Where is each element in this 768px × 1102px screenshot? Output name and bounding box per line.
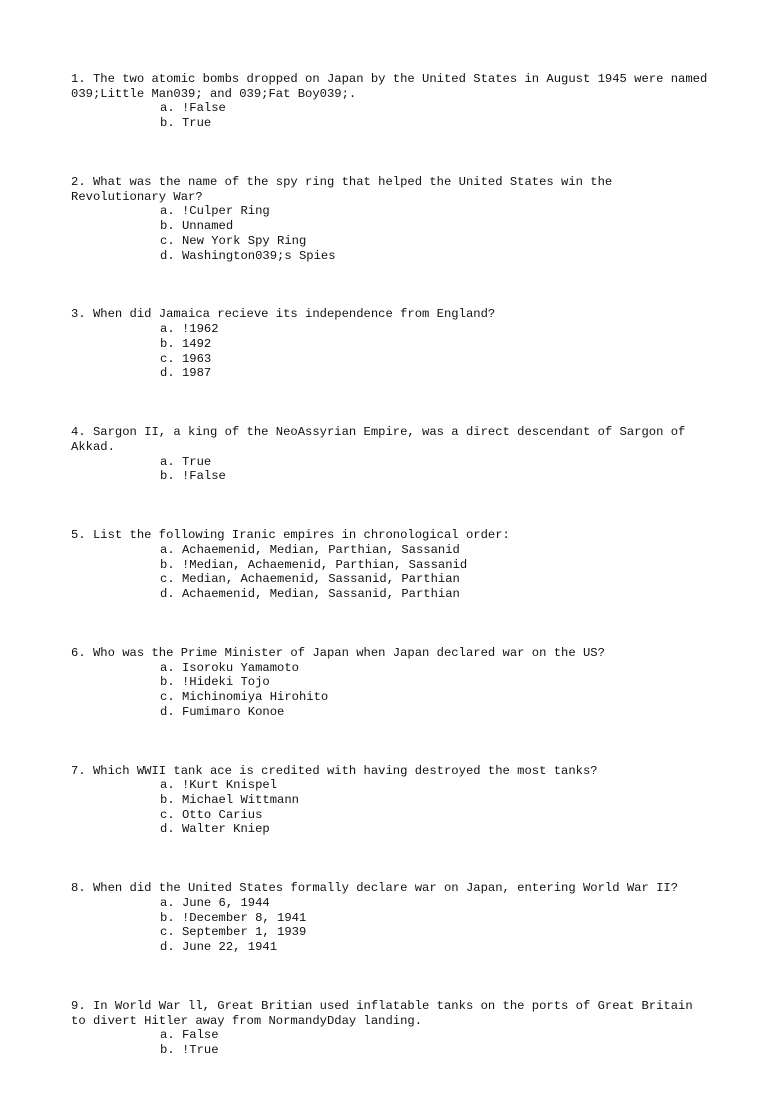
question-7: [71, 764, 711, 838]
answer-option: d. Washington039;s Spies: [160, 248, 336, 263]
answer-option: a. True: [160, 454, 212, 469]
answer-option: c. New York Spy Ring: [160, 233, 307, 248]
question-9: [71, 999, 711, 1058]
question-text: 9. In World War ll, Great Britian used inflatable tanks on the ports of Great Britain to divert Hitler away from NormandyDday landing.: [71, 998, 700, 1028]
answer-option: a. Isoroku Yamamoto: [160, 660, 299, 675]
question-text: 4. Sargon II, a king of the NeoAssyrian Empire, was a direct descendant of Sargon of Akkad.: [71, 425, 693, 454]
answer-option: c. Otto Carius: [160, 807, 263, 822]
question-text: 7. Which WWII tank ace is credited with having destroyed the most tanks?: [71, 763, 598, 778]
question-6: [71, 646, 711, 720]
answer-options: [71, 543, 711, 602]
answer-option: a. False: [160, 1028, 219, 1043]
answer-options: [71, 455, 711, 484]
question-2: [71, 175, 711, 263]
answer-option: d. Achaemenid, Median, Sassanid, Parthian: [160, 586, 460, 601]
answer-option: d. 1987: [160, 366, 212, 381]
answer-options: [71, 322, 711, 381]
answer-options: [71, 661, 711, 720]
question-8: [71, 881, 711, 955]
answer-option: d. Walter Kniep: [160, 822, 270, 837]
question-text: 5. List the following Iranic empires in chronological order:: [71, 528, 510, 543]
answer-option: b. !False: [160, 469, 226, 484]
question-text: 8. When did the United States formally declare war on Japan, entering World War II?: [71, 881, 679, 896]
answer-options: [71, 101, 711, 130]
answer-option: c. Median, Achaemenid, Sassanid, Parthian: [160, 572, 460, 587]
question-text: 2. What was the name of the spy ring that helped the United States win the Revolutionary War?: [71, 175, 620, 204]
answer-option: b. 1492: [160, 336, 212, 351]
answer-option: d. Fumimaro Konoe: [160, 704, 285, 719]
answer-option: c. Michinomiya Hirohito: [160, 689, 329, 704]
question-text: 3. When did Jamaica recieve its independence from England?: [71, 307, 496, 322]
answer-option: c. 1963: [160, 351, 212, 366]
question-4: [71, 425, 711, 484]
answer-option: b. !Hideki Tojo: [160, 675, 270, 690]
question-text: 6. Who was the Prime Minister of Japan when Japan declared war on the US?: [71, 645, 605, 660]
answer-option: a. !Kurt Knispel: [160, 778, 278, 793]
answer-option: b. Unnamed: [160, 219, 234, 234]
answer-option: b. !Median, Achaemenid, Parthian, Sassanid: [160, 557, 468, 572]
quiz-document: [71, 72, 715, 1102]
answer-option: a. !Culper Ring: [160, 204, 270, 219]
question-text: 1. The two atomic bombs dropped on Japan by the United States in August 1945 were named 039;Little Man039; and 039;Fat Boy039;.: [71, 72, 715, 101]
answer-option: b. Michael Wittmann: [160, 792, 299, 807]
answer-options: [71, 778, 711, 837]
answer-option: c. September 1, 1939: [160, 925, 307, 940]
answer-options: [71, 1028, 711, 1057]
answer-option: d. June 22, 1941: [160, 940, 278, 955]
question-1: [71, 72, 715, 131]
answer-option: b. !December 8, 1941: [160, 910, 307, 925]
answer-option: a. Achaemenid, Median, Parthian, Sassanid: [160, 542, 460, 557]
answer-option: a. !1962: [160, 322, 219, 337]
answer-option: a. June 6, 1944: [160, 895, 270, 910]
answer-options: [71, 896, 711, 955]
question-5: [71, 528, 711, 602]
answer-option: b. True: [160, 116, 212, 131]
question-3: [71, 307, 711, 381]
answer-option: a. !False: [160, 101, 226, 116]
answer-option: b. !True: [160, 1043, 219, 1058]
answer-options: [71, 204, 711, 263]
